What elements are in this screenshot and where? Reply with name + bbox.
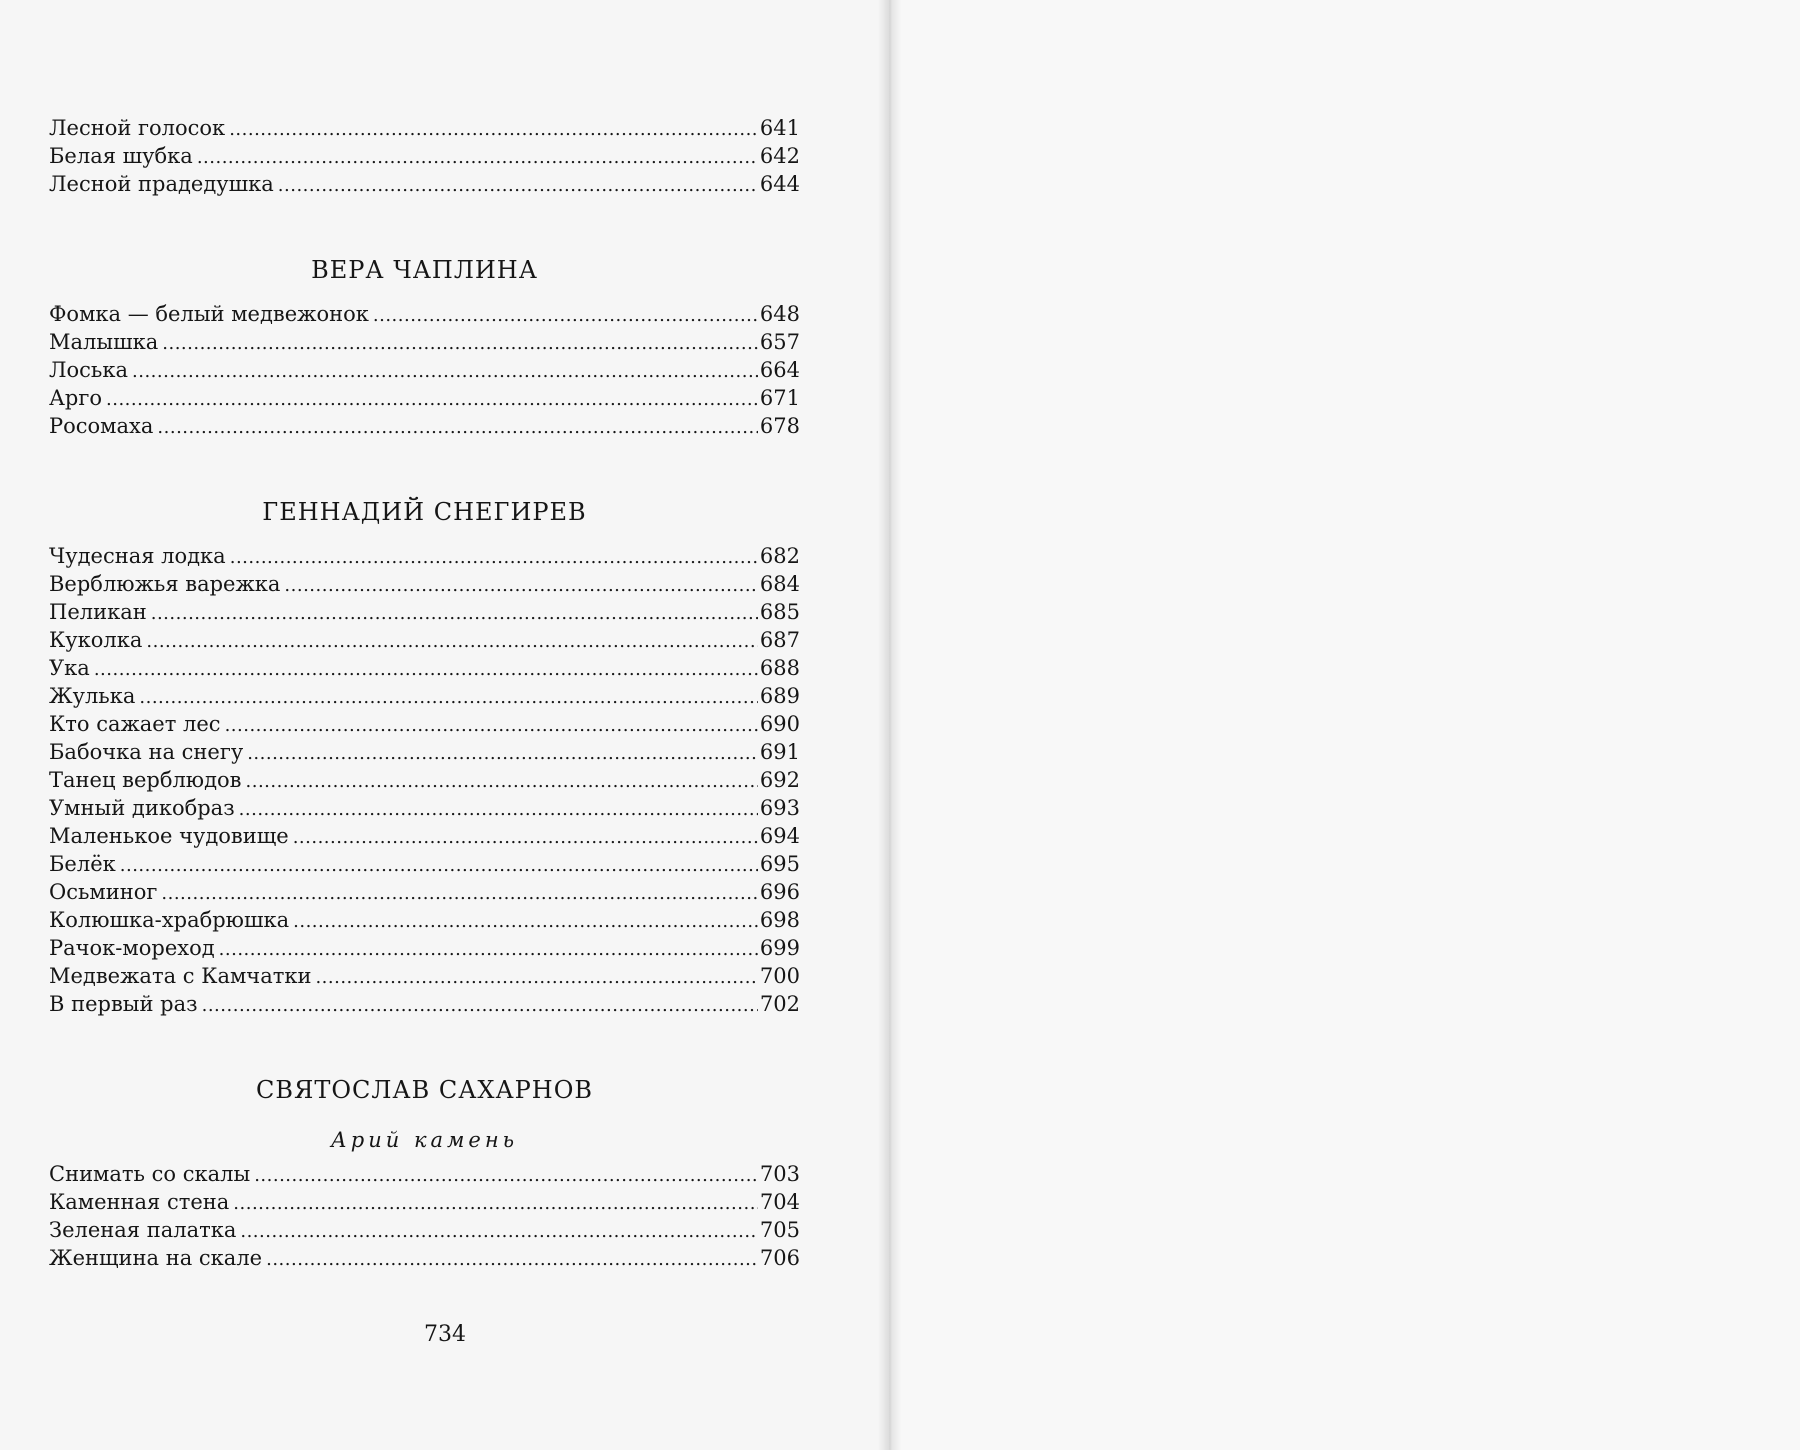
toc-entry xyxy=(49,878,800,906)
entry-title: Лесной голосок xyxy=(49,116,226,140)
entry-title: Росомаха xyxy=(49,414,154,438)
entry-title: Колюшка-храбрюшка xyxy=(49,908,290,932)
dot-leader xyxy=(202,992,758,1020)
toc-entry xyxy=(49,1188,800,1216)
dot-leader xyxy=(151,600,758,628)
toc-entry xyxy=(49,654,800,682)
toc-entry xyxy=(49,766,800,794)
toc-entry xyxy=(49,934,800,962)
dot-leader xyxy=(161,880,758,908)
section-spacer xyxy=(49,198,800,240)
entry-page-number: 689 xyxy=(759,684,800,708)
toc-entry xyxy=(49,328,800,356)
toc-entry xyxy=(49,710,800,738)
entry-title: Танец верблюдов xyxy=(49,768,242,792)
entry-title: Медвежата с Камчатки xyxy=(49,964,312,988)
toc-entry xyxy=(49,142,800,170)
dot-leader xyxy=(233,1190,758,1218)
toc-entry xyxy=(49,626,800,654)
dot-leader xyxy=(247,740,758,768)
entry-page-number: 699 xyxy=(759,936,800,960)
dot-leader xyxy=(106,386,758,414)
entry-page-number: 704 xyxy=(759,1190,800,1214)
subsection-heading: Арий камень xyxy=(330,1128,519,1152)
dot-leader xyxy=(284,572,757,600)
entry-title: Умный дикобраз xyxy=(49,796,235,820)
entry-title: Арго xyxy=(49,386,102,410)
entry-title: Белая шубка xyxy=(49,144,193,168)
toc-entry xyxy=(49,300,800,328)
book-gutter xyxy=(878,0,902,1450)
entry-title: Женщина на скале xyxy=(49,1246,263,1270)
entry-title: Фомка — белый медвежонок xyxy=(49,302,369,326)
entry-title: Каменная стена xyxy=(49,1190,230,1214)
author-heading: ВЕРА ЧАПЛИНА xyxy=(311,256,538,284)
toc-entry xyxy=(49,850,800,878)
entry-title: Куколка xyxy=(49,628,143,652)
entry-page-number: 678 xyxy=(759,414,800,438)
toc-entry xyxy=(49,412,800,440)
author-heading: СВЯТОСЛАВ САХАРНОВ xyxy=(255,1076,594,1104)
entry-page-number: 690 xyxy=(759,712,800,736)
toc-entry xyxy=(49,682,800,710)
entry-page-number: 695 xyxy=(759,852,800,876)
toc-entry xyxy=(49,990,800,1018)
section-spacer xyxy=(49,1018,800,1060)
dot-leader xyxy=(246,768,758,796)
entry-title: Пеликан xyxy=(49,600,147,624)
entry-title: Ука xyxy=(49,656,90,680)
entry-title: Бабочка на снегу xyxy=(49,740,244,764)
entry-page-number: 694 xyxy=(759,824,800,848)
entry-page-number: 696 xyxy=(759,880,800,904)
entry-page-number: 691 xyxy=(759,740,800,764)
entry-title: Осьминог xyxy=(49,880,158,904)
entry-page-number: 703 xyxy=(759,1162,800,1186)
dot-leader xyxy=(162,330,758,358)
dot-leader xyxy=(315,964,757,992)
dot-leader xyxy=(120,852,758,880)
entry-title: Жулька xyxy=(49,684,136,708)
entry-title: Малышка xyxy=(49,330,159,354)
author-heading: ГЕННАДИЙ СНЕГИРЕВ xyxy=(262,498,587,526)
entry-page-number: 684 xyxy=(759,572,800,596)
dot-leader xyxy=(278,172,758,200)
toc-entry xyxy=(49,906,800,934)
author-section xyxy=(49,1018,800,1272)
toc-entry xyxy=(49,962,800,990)
entry-page-number: 688 xyxy=(759,656,800,680)
left-page xyxy=(0,0,890,1450)
right-page xyxy=(890,0,1800,1450)
entry-page-number: 664 xyxy=(759,358,800,382)
dot-leader xyxy=(146,628,758,656)
entry-page-number: 693 xyxy=(759,796,800,820)
section-spacer xyxy=(49,440,800,482)
toc-entry xyxy=(49,1160,800,1188)
toc-entry xyxy=(49,1244,800,1272)
entry-page-number: 644 xyxy=(759,172,800,196)
dot-leader xyxy=(219,936,758,964)
entry-page-number: 648 xyxy=(759,302,800,326)
dot-leader xyxy=(239,796,758,824)
toc-entry xyxy=(49,738,800,766)
entry-page-number: 700 xyxy=(759,964,800,988)
entry-page-number: 641 xyxy=(759,116,800,140)
entry-title: Снимать со скалы xyxy=(49,1162,251,1186)
entry-title: Зеленая палатка xyxy=(49,1218,237,1242)
toc-entry xyxy=(49,822,800,850)
page-number: 734 xyxy=(424,1322,466,1347)
toc-entry xyxy=(49,356,800,384)
dot-leader xyxy=(240,1218,758,1246)
entry-page-number: 685 xyxy=(759,600,800,624)
dot-leader xyxy=(293,908,758,936)
author-sections xyxy=(49,198,800,1272)
entry-page-number: 692 xyxy=(759,768,800,792)
toc-entry xyxy=(49,114,800,142)
dot-leader xyxy=(254,1162,758,1190)
entry-page-number: 705 xyxy=(759,1218,800,1242)
entry-page-number: 657 xyxy=(759,330,800,354)
entry-title: Лесной прадедушка xyxy=(49,172,274,196)
entry-page-number: 642 xyxy=(759,144,800,168)
dot-leader xyxy=(94,656,758,684)
toc-entry xyxy=(49,542,800,570)
toc-entry xyxy=(49,570,800,598)
entry-page-number: 671 xyxy=(759,386,800,410)
author-section xyxy=(49,198,800,440)
left-toc-column xyxy=(49,114,800,1272)
dot-leader xyxy=(293,824,758,852)
entry-page-number: 682 xyxy=(759,544,800,568)
dot-leader xyxy=(229,116,758,144)
entry-page-number: 706 xyxy=(759,1246,800,1270)
entry-title: Маленькое чудовище xyxy=(49,824,289,848)
author-section xyxy=(49,440,800,1018)
dot-leader xyxy=(157,414,758,442)
dot-leader xyxy=(132,358,758,386)
entry-page-number: 698 xyxy=(759,908,800,932)
toc-entry xyxy=(49,384,800,412)
entry-title: Рачок-мореход xyxy=(49,936,215,960)
intro-entries xyxy=(49,114,800,198)
dot-leader xyxy=(230,544,758,572)
toc-entry xyxy=(49,598,800,626)
toc-entry xyxy=(49,170,800,198)
entry-page-number: 687 xyxy=(759,628,800,652)
dot-leader xyxy=(373,302,758,330)
entry-title: Верблюжья варежка xyxy=(49,572,281,596)
dot-leader xyxy=(197,144,758,172)
entry-page-number: 702 xyxy=(759,992,800,1016)
dot-leader xyxy=(266,1246,758,1274)
entry-title: Белёк xyxy=(49,852,116,876)
dot-leader xyxy=(225,712,758,740)
entry-title: Лоська xyxy=(49,358,129,382)
toc-entry xyxy=(49,1216,800,1244)
toc-entry xyxy=(49,794,800,822)
entry-title: Кто сажает лес xyxy=(49,712,221,736)
entry-title: Чудесная лодка xyxy=(49,544,226,568)
entry-title: В первый раз xyxy=(49,992,198,1016)
dot-leader xyxy=(139,684,758,712)
